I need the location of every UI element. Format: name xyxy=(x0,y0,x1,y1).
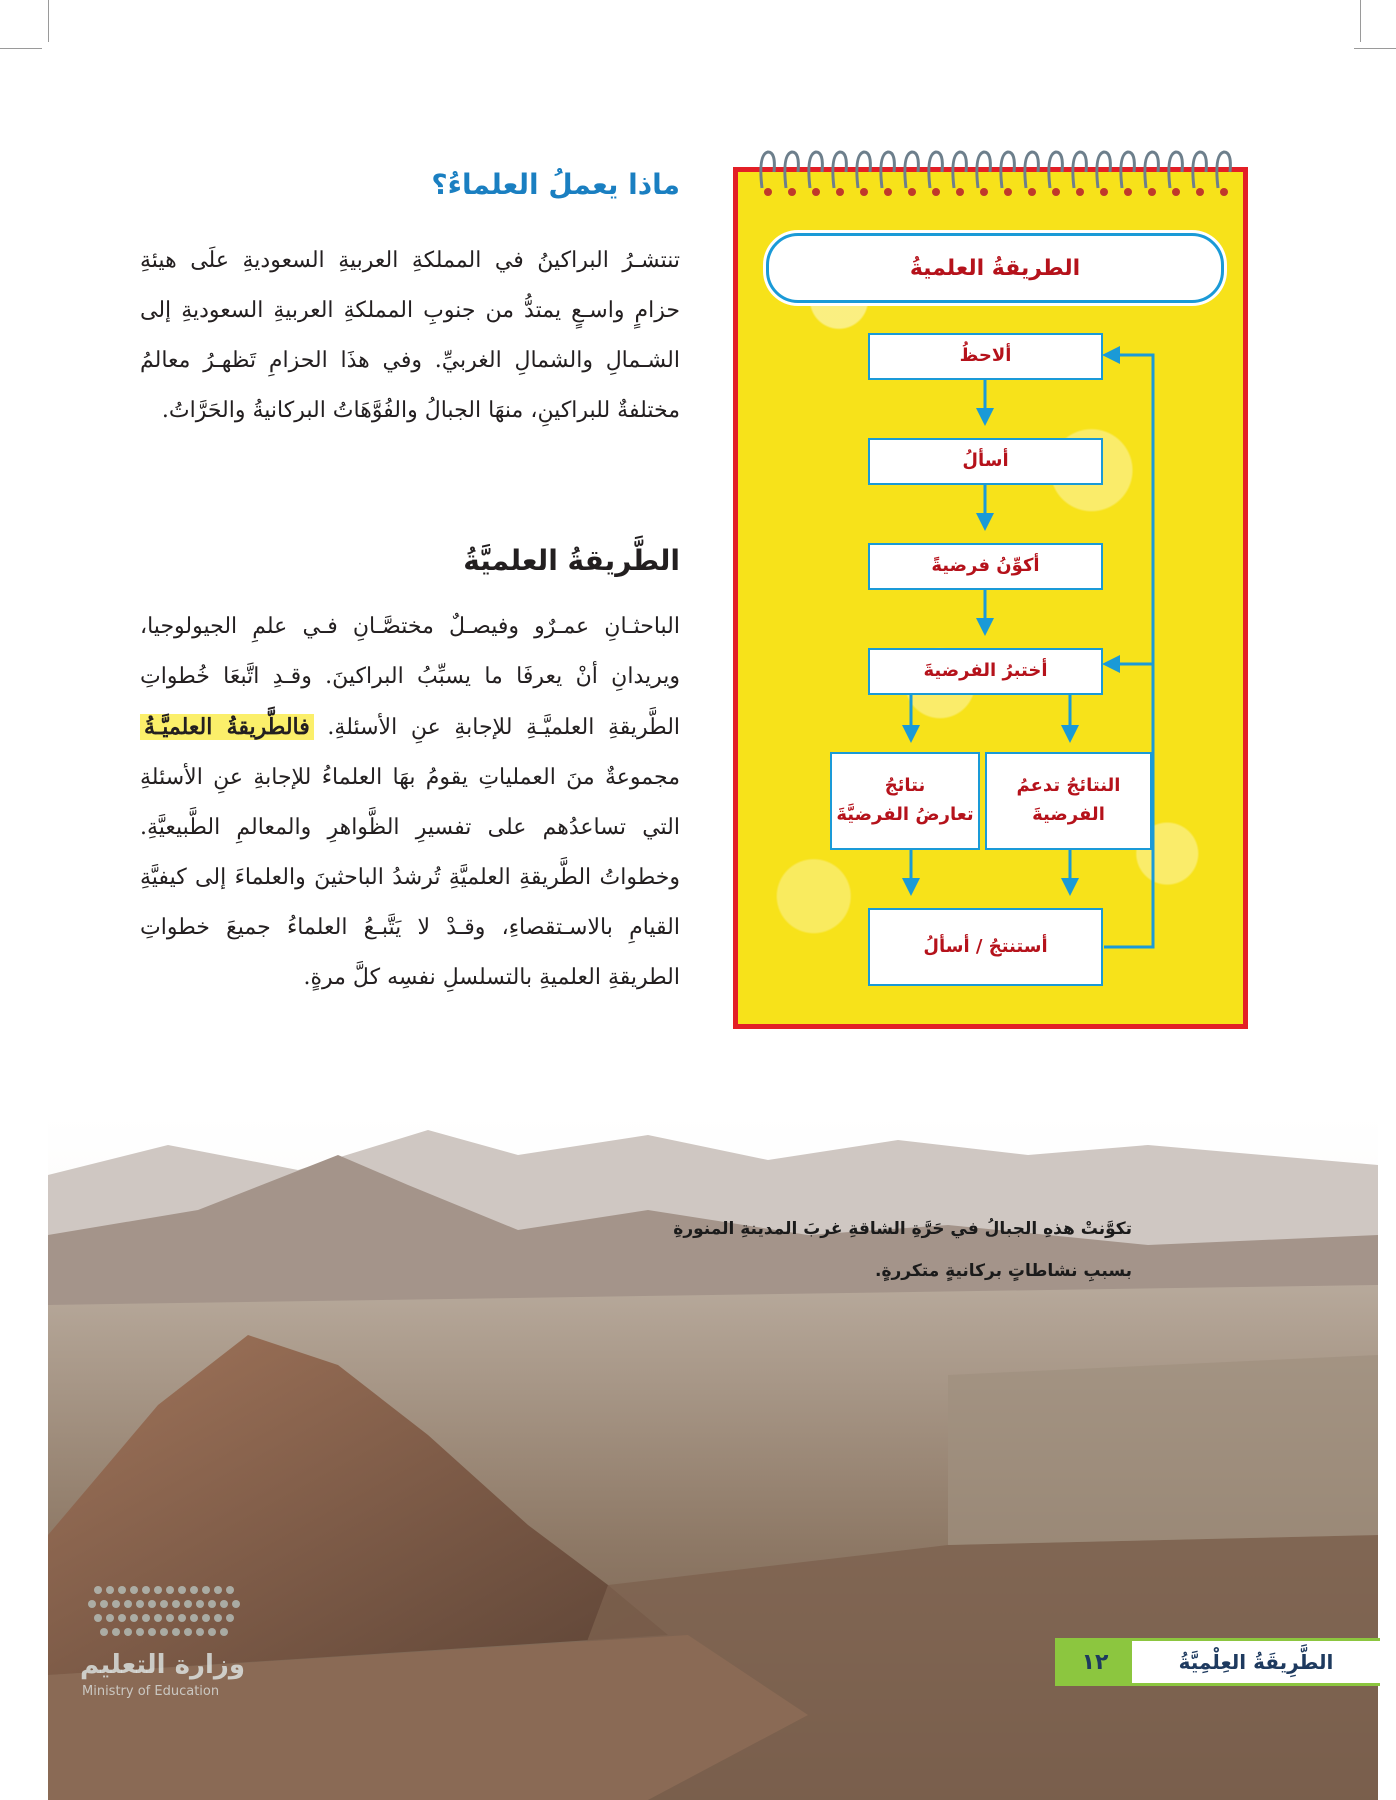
photo-caption-line2: بسببِ نشاطاتٍ بركانيةٍ متكررةٍ. xyxy=(875,1261,1132,1281)
flow-step-ask: أسألُ xyxy=(868,438,1103,485)
photo-caption-line1: تكوَّنتْ هذهِ الجبالُ في حَرَّةِ الشاقةِ غربَ المدينةِ المنورةِ xyxy=(673,1219,1132,1239)
crop-mark xyxy=(48,0,49,42)
crop-mark xyxy=(0,48,42,49)
paragraph-scientific-method xyxy=(140,602,680,1003)
flow-step-observe: ألاحظُ xyxy=(868,333,1103,380)
paragraph-text: مجموعةٌ منَ العملياتِ يقومُ بهَا العلماءُ للإجابةِ عنِ الأسئلةِ التي تساعدُهم على تفسيرِ الظَّواهرِ والمعالمِ الطَّبيعيَّةِ. وخطواتُ الطَّريقةِ العلميَّةِ تُرشدُ الباحثينَ والعلماءَ إلى كيفيَّةِ القيامِ بالاسـتقصاءِ، وقـدْ لا يَتَّبـعُ العلماءُ جميعَ خطواتِ الطريقةِ العلميةِ بالتسلسلِ نفسِه كلَّ مرةٍ. xyxy=(140,765,680,990)
flowchart-title: الطريقةُ العلميةُ xyxy=(766,233,1224,303)
flow-result-supports-line2: الفرضيةَ xyxy=(1032,804,1105,825)
ministry-logo-icon xyxy=(78,1578,248,1698)
page-number: ١٢ xyxy=(1058,1641,1132,1683)
highlighted-term: فالطَّريقةُ العلميَّـةُ xyxy=(140,714,314,740)
section-heading-scientific-method: الطَّريقةُ العلميَّةُ xyxy=(463,544,680,577)
flow-result-supports xyxy=(985,752,1152,850)
page-footer-tab xyxy=(1055,1638,1380,1686)
chapter-title: الطَّرِيقَةُ العِلْمِيَّةُ xyxy=(1178,1650,1334,1674)
flow-result-contradicts-line1: نتائجُ xyxy=(884,775,926,797)
flow-result-supports-line1: النتائجُ تدعمُ xyxy=(1016,775,1121,797)
flowchart-arrows xyxy=(733,167,1248,1029)
ministry-name-en: Ministry of Education xyxy=(82,1684,220,1699)
photo-caption xyxy=(673,1208,1132,1292)
flow-step-test: أختبرُ الفرضيةَ xyxy=(868,648,1103,695)
paragraph-text: الباحثـانِ عمـرٌو وفيصـلٌ مختصَّـانِ فـي علمِ الجيولوجيا، ويريدانِ أنْ يعرفَا ما يسبِّبُ البراكينَ. وقـدِ اتَّبعَا خُطواتِ الطَّريقةِ العلميَّـةِ للإجابةِ عنِ الأسئلةِ. xyxy=(140,614,681,740)
flow-step-hypothesis: أكوِّنُ فرضيةً xyxy=(868,543,1103,590)
flow-step-conclude: أستنتجُ / أسألُ xyxy=(868,908,1103,986)
section-heading-what-scientists-do: ماذا يعملُ العلماءُ؟ xyxy=(431,168,680,201)
flow-result-contradicts xyxy=(830,752,980,850)
crop-mark xyxy=(1360,0,1361,42)
ministry-name-ar: وزارة التعليم xyxy=(80,1650,245,1680)
flow-result-contradicts-line2: تعارضُ الفرضيَّةَ xyxy=(836,804,974,825)
crop-mark xyxy=(1354,48,1396,49)
paragraph-volcanoes: تنتشـرُ البراكينُ في المملكةِ العربيةِ السعوديةِ علَى هيئةِ حزامٍ واسـعٍ يمتدُّ من جنوبِ المملكةِ العربيةِ السعوديةِ إلى الشـمالِ والشمالِ الغربيِّ. وفي هذَا الحزامِ تَظهـرُ معالمُ مختلفةٌ للبراكينِ، منهَا الجبالُ والفُوَّهَاتُ البركانيةُ والحَرَّاتُ. xyxy=(140,248,680,423)
